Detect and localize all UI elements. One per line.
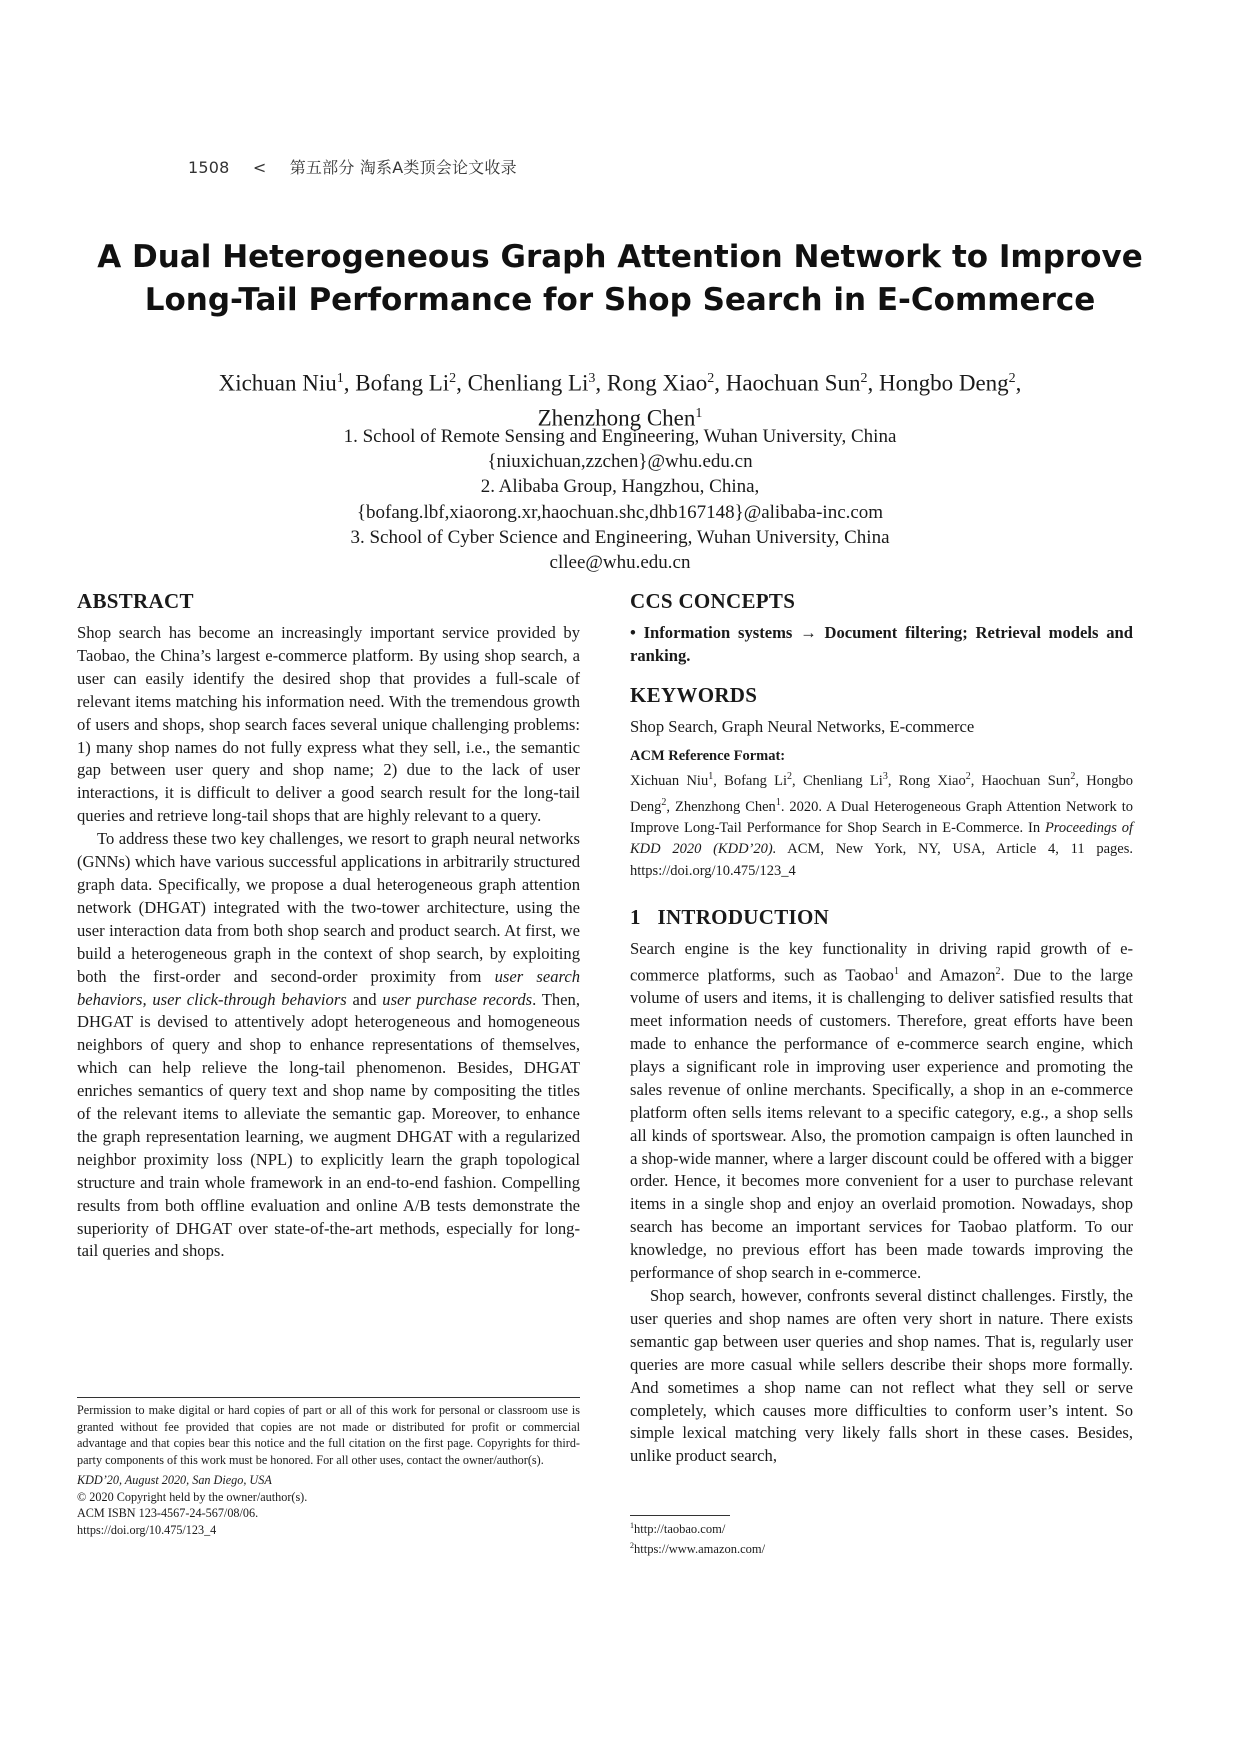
acm-ref-sup: 2: [661, 796, 667, 808]
footnote-mark: 1: [893, 965, 899, 977]
acm-ref-text: , Bofang Li: [713, 772, 788, 789]
authors-line-1: [100, 364, 1140, 399]
acm-ref-venue: Proceedings of KDD 2020 (KDD’20).: [630, 819, 1133, 858]
running-head-section: 第五部分 淘系A类顶会论文收录: [289, 158, 517, 177]
right-column: [630, 588, 1133, 1468]
abstract-heading: ABSTRACT: [77, 589, 194, 613]
intro-section-title: INTRODUCTION: [657, 904, 830, 929]
footnote-rule: [630, 1515, 730, 1516]
author-name: Xichuan Niu: [218, 370, 337, 396]
author-affil-mark: 2: [449, 371, 457, 386]
acm-ref-text: . 2020. A Dual Heterogeneous Graph Attention Network to Improve Long-Tail Performance for Shop Search in E-Commerce. In: [630, 798, 1133, 836]
affiliations: [100, 424, 1140, 575]
acm-ref-sup: 2: [787, 770, 793, 782]
intro-section-number: 1: [630, 904, 641, 929]
abstract-text: and: [346, 989, 383, 1009]
author-name: , Rong Xiao: [595, 370, 708, 396]
author-affil-mark: 2: [860, 371, 868, 386]
acm-ref-sup: 2: [965, 770, 971, 782]
author-name: , Hongbo Deng: [867, 370, 1009, 396]
acm-ref-sup: 3: [882, 770, 888, 782]
abstract-italic: user search behaviors, user click-through behaviors: [77, 966, 580, 1009]
author-name: , Haochuan Sun: [714, 370, 861, 396]
footnote-2: [630, 1538, 765, 1558]
permission-block: [77, 1402, 580, 1539]
acm-ref-text: , Hongbo Deng: [630, 772, 1133, 815]
acm-ref-sup: 1: [775, 796, 781, 808]
affiliation-line: 1. School of Remote Sensing and Engineering, Wuhan University, China: [343, 426, 897, 447]
conference-venue: KDD’20, August 2020, San Diego, USA: [77, 1472, 272, 1487]
acm-ref-sup: 1: [708, 770, 714, 782]
footnote-number: 1: [630, 1521, 634, 1530]
permission-text: Permission to make digital or hard copies of part or all of this work for personal or classroom use is granted without fee provided that copies are not made or distributed for profit or commercial advantage and that copies bear this notice and the full citation on the first page. Copyrights for third-party components of this work must be honored. For all other uses, contact the owner/author(s).: [77, 1403, 580, 1468]
author-affil-mark: 2: [1008, 371, 1016, 386]
acm-ref-text: , Rong Xiao: [887, 772, 966, 789]
paper-title: [60, 236, 1180, 322]
intro-text: . Due to the large volume of users and items, it is challenging to deliver satisfied results that meet information needs of customers. Therefore, great efforts have been made to enhance the performance of e-commerce search engine, which plays a significant role in improving user experience and promoting the sales revenue of online merchants. Specifically, a shop in an e-commerce platform often sells items relevant to a specific category, e.g., a shop sells all kinds of sportswear. Also, the promotion campaign is often launched in a shop-wide manner, where a larger discount could be offered with a bigger order. Hence, it becomes more convenient for a user to purchase relevant items in a single shop and enjoy an overlaid promotion. Nowadays, shop search has become an important services for Taobao platform. To our knowledge, no previous effort has been made towards improving the performance of shop search in e-commerce.: [630, 965, 1133, 1283]
acm-ref-text: , Zhenzhong Chen: [666, 798, 776, 815]
doi-line: https://doi.org/10.475/123_4: [77, 1522, 217, 1537]
author-punct: ,: [1015, 370, 1022, 396]
abstract-text: . Then, DHGAT is devised to attentively adopt heterogeneous and homogeneous neighbors of query and shop to enhance representations of themselves, which can help relieve the long-tail phenomenon. Besides, DHGAT enriches semantics of query text and shop name by compositing the titles of the relevant items to alleviate the semantic gap. Moreover, to enhance the graph representation learning, we augment DHGAT with a regularized neighbor proximity loss (NPL) to explicitly learn the graph topological structure and train whole framework in an end-to-end fashion. Compelling results from both offline evaluation and online A/B tests demonstrate the superiority of DHGAT over state-of-the-art methods, especially for long-tail queries and shops.: [77, 989, 580, 1261]
intro-paragraph-2: Shop search, however, confronts several distinct challenges. Firstly, the user queries and shop names are often very short in nature. There exists semantic gap between user queries and shop names. That is, regularly user queries are more casual while sellers describe their shops more formally. And sometimes a shop name can not reflect what they sell or serve completely, which causes more difficulties to conform user’s intent. So simple lexical matching very likely falls short in these cases. Besides, unlike product search,: [630, 1285, 1133, 1466]
author-name: , Bofang Li: [343, 370, 450, 396]
acm-ref-text: ACM, New York, NY, USA, Article 4, 11 pages. https://doi.org/10.475/123_4: [630, 841, 1133, 879]
author-affil-mark: 1: [695, 405, 703, 421]
affiliation-email: {niuxichuan,zzchen}@whu.edu.cn: [487, 451, 753, 473]
intro-heading: [630, 904, 1133, 930]
isbn-line: ACM ISBN 123-4567-24-567/08/06.: [77, 1506, 259, 1521]
affiliation-email: cllee@whu.edu.cn: [549, 552, 691, 574]
running-head-separator: <: [252, 158, 267, 177]
keywords-heading: KEYWORDS: [630, 682, 758, 707]
affiliation-line: 2. Alibaba Group, Hangzhou, China,: [480, 476, 760, 498]
ccs-concepts: • Information systems → Document filtering; Retrieval models and ranking.: [630, 623, 1133, 665]
affiliation-line: 3. School of Cyber Science and Engineering, Wuhan University, China: [350, 526, 890, 548]
abstract-paragraph-2: [77, 828, 580, 1263]
title-line-2: Long-Tail Performance for Shop Search in E-Commerce: [144, 282, 1096, 318]
acm-ref-sup: 2: [1070, 770, 1076, 782]
intro-paragraph-1: [630, 938, 1133, 1285]
intro-text: and Amazon: [898, 965, 996, 985]
footnote-number: 2: [630, 1540, 634, 1550]
left-column: [77, 588, 580, 1263]
author-affil-mark: 1: [336, 371, 344, 386]
permission-rule: [77, 1397, 580, 1398]
footnote-url: https://www.amazon.com/: [634, 1541, 766, 1556]
author-list: [100, 364, 1140, 433]
abstract-paragraph-1: Shop search has become an increasingly important service provided by Taobao, the China’s largest e-commerce platform. By using shop search, a user can easily identify the desired shop that provides a full-scale of relevant items matching his information need. With the tremendous growth of users and shops, shop search faces several unique challenging problems: 1) many shop names do not fully express what they sell, i.e., the semantic gap between user query and shop name; 2) due to the lack of user interactions, it is difficult to deliver a good search result for the long-tail queries and retrieve long-tail shops that are highly relevant to a query.: [77, 623, 580, 826]
author-name: , Chenliang Li: [456, 370, 589, 396]
author-name: Zhenzhong Chen: [537, 405, 696, 431]
footnote-mark: 2: [995, 965, 1001, 977]
running-head: [188, 155, 535, 178]
acm-ref-heading: ACM Reference Format:: [630, 747, 786, 764]
copyright-line: © 2020 Copyright held by the owner/author(s).: [77, 1489, 308, 1504]
abstract-text: To address these two key challenges, we resort to graph neural networks (GNNs) which have various successful applications in arbitrarily structured graph data. Specifically, we propose a dual heterogeneous graph attention network (DHGAT) integrated with the two-tower architecture, using the user interaction data from both shop search and product search. At first, we build a heterogeneous graph in the context of shop search, by exploiting both the first-order and second-order proximity from: [77, 829, 580, 986]
acm-ref-text: , Haochuan Sun: [970, 772, 1071, 789]
abstract-italic: user purchase records: [382, 989, 533, 1009]
keywords-text: Shop Search, Graph Neural Networks, E-commerce: [630, 716, 975, 736]
affiliation-email: {bofang.lbf,xiaorong.xr,haochuan.shc,dhb167148}@alibaba-inc.com: [356, 501, 884, 523]
acm-ref-body: [630, 766, 1133, 882]
author-affil-mark: 2: [707, 371, 715, 386]
author-affil-mark: 3: [588, 371, 596, 386]
intro-text: Search engine is the key functionality in driving rapid growth of e-commerce platforms, such as Taobao: [630, 938, 1133, 985]
ccs-heading: CCS CONCEPTS: [630, 589, 796, 613]
title-line-1: A Dual Heterogeneous Graph Attention Network to Improve: [97, 239, 1143, 275]
footnote-url: http://taobao.com/: [634, 1522, 726, 1537]
page-number: 1508: [188, 158, 230, 177]
acm-ref-text: , Chenliang Li: [792, 772, 883, 789]
acm-ref-text: Xichuan Niu: [630, 772, 709, 789]
footnote-1: [630, 1518, 765, 1538]
footnotes: [630, 1518, 765, 1557]
